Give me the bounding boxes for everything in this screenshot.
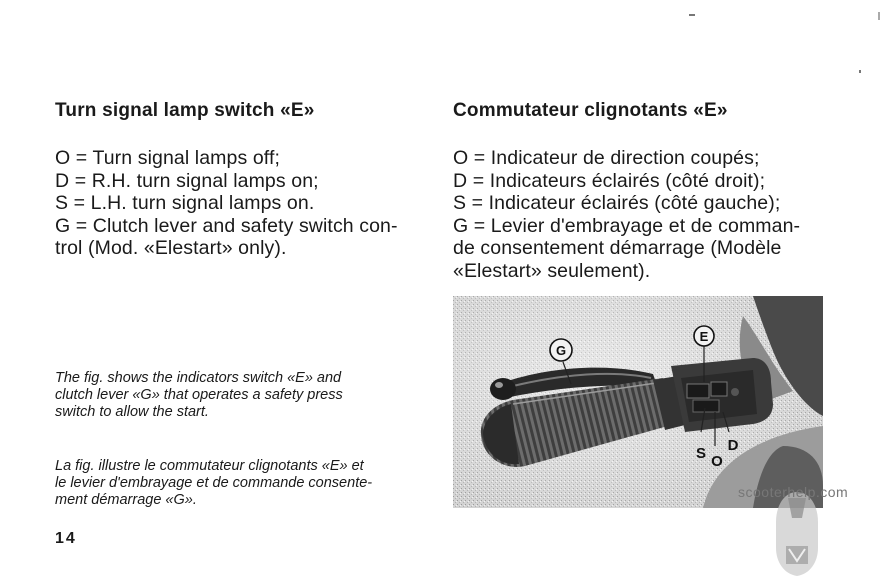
label-e: E: [699, 329, 709, 344]
scan-speck: [859, 70, 861, 73]
legend-list-right: [453, 147, 800, 282]
legend-line: O = Indicateur de direction coupés;: [453, 147, 760, 169]
label-s: S: [695, 445, 707, 462]
caption-french: [55, 458, 425, 509]
caption-line: switch to allow the start.: [55, 404, 209, 420]
label-o: O: [711, 453, 723, 470]
watermark-text: scooterhelp.com: [738, 484, 849, 500]
caption-line: The fig. shows the indicators switch «E» and: [55, 370, 342, 386]
legend-line: O = Turn signal lamps off;: [55, 147, 280, 169]
handlebar-figure: [453, 296, 823, 508]
page-number: 14: [55, 530, 77, 547]
legend-line: G = Levier d'embrayage et de comman-: [453, 214, 801, 237]
caption-line: La fig. illustre le commutateur clignotants «E» et: [55, 458, 364, 474]
scan-speck: [689, 14, 695, 16]
legend-line: D = R.H. turn signal lamps on;: [55, 169, 319, 192]
legend-line: «Elestart» seulement).: [453, 259, 651, 282]
legend-line: trol (Mod. «Elestart» only).: [55, 237, 287, 259]
legend-line: G = Clutch lever and safety switch con-: [55, 214, 398, 237]
scooter-logo-watermark: [762, 488, 832, 580]
label-d: D: [727, 437, 739, 454]
handlebar-illustration: [453, 296, 823, 508]
heading-right: Commutateur clignotants «E»: [453, 100, 728, 121]
legend-line: D = Indicateurs éclairés (côté droit);: [453, 169, 766, 192]
legend-line: S = Indicateur éclairés (côté gauche);: [453, 192, 781, 214]
legend-line: de consentement démarrage (Modèle: [453, 237, 782, 259]
legend-list-left: [55, 147, 398, 260]
caption-english: [55, 370, 425, 421]
label-g: G: [555, 343, 567, 358]
caption-line: ment démarrage «G».: [55, 492, 197, 508]
scan-speck: [878, 12, 880, 20]
caption-line: clutch lever «G» that operates a safety press: [55, 387, 343, 403]
caption-line: le levier d'embrayage et de commande consente-: [55, 475, 373, 491]
heading-left: Turn signal lamp switch «E»: [55, 100, 315, 121]
legend-line: S = L.H. turn signal lamps on.: [55, 192, 315, 214]
